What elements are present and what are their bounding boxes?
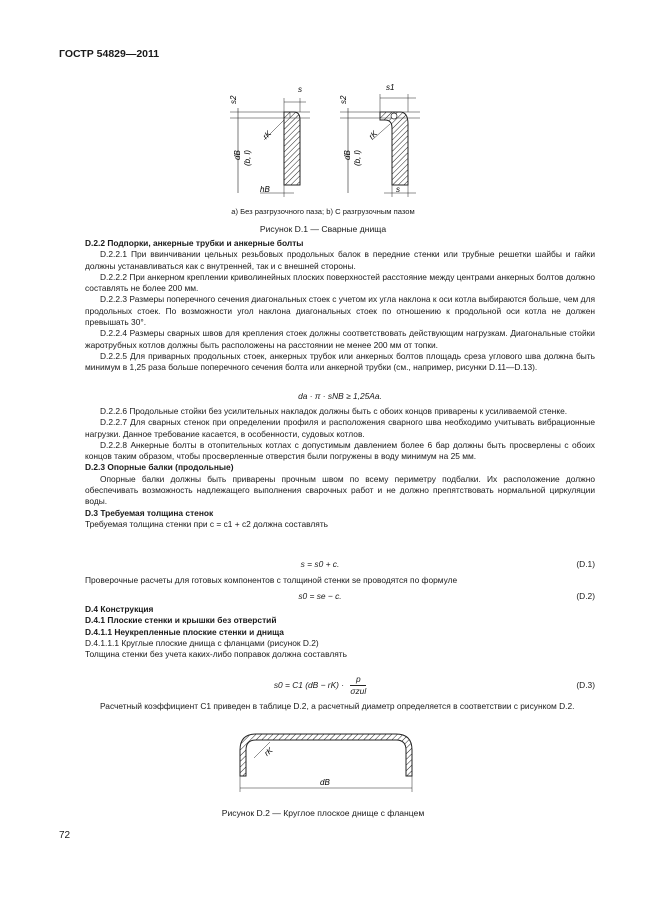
label-s2-a: s2 — [229, 95, 238, 104]
label-bl-a: (b, l) — [243, 150, 252, 166]
para-d228: D.2.2.8 Анкерные болты в отопительных котлах с допустимым давлением более 6 бар должны быть просверлены с обоих концов таким образом, чтобы просверленные отверстия были погружены в воду минимум на 25 мм. — [85, 439, 595, 462]
para-check: Проверочные расчеты для готовых компонентов с толщиной стенки se проводятся по формуле — [85, 575, 458, 585]
para-thickness: Толщина стенки без учета каких-либо поправок должна составлять — [85, 649, 347, 660]
equation-d3-fraction — [350, 674, 366, 698]
figure-d1-a — [229, 85, 310, 197]
para-d221: D.2.2.1 При ввинчивании цельных резьбовых продольных балок в передние стенки или трубные решетки шайбы и гайки должны устанавливаться как с внутренней, так и с внешней стороны. — [85, 249, 595, 271]
formula-weld: da · π · sNB ≥ 1,25Aa. — [298, 391, 382, 401]
label-s1-b: s1 — [386, 83, 395, 92]
equation-d1 — [85, 559, 595, 570]
figure-d1-subcaption: а) Без разгрузочного паза; b) С разгрузочным пазом — [231, 207, 415, 216]
heading-d4: D.4 Конструкция — [85, 604, 154, 614]
para-d227: D.2.2.7 Для сварных стенок при определении профиля и расположения сварного шва необходимо учитывать вибрационные нагрузки. Данное требование касается, в особенности, судовых котлов. — [85, 417, 595, 439]
figure-d1-caption: Рисунок D.1 — Сварные днища — [259, 224, 387, 234]
label-s-a: s — [298, 85, 302, 94]
label-s-b: s — [396, 185, 400, 194]
label-rk-b: rK — [367, 129, 380, 142]
para-d224: D.2.2.4 Размеры сварных швов для крепления стоек должны соответствовать действующим нагрузкам. Диагональные стойки жаротрубных котлов должны быть расположены на расстоянии не менее 200 мм от топки. — [85, 328, 595, 350]
equation-d2-text: s0 = se − c. — [298, 591, 342, 601]
label-s2-b: s2 — [339, 95, 348, 104]
figure-d2 — [228, 728, 424, 800]
heading-d41: D.4.1 Плоские стенки и крышки без отверстий — [85, 615, 277, 626]
para-d225: D.2.2.5 Для приварных продольных стоек, анкерных трубок или анкерных болтов площадь среза углового шва должна быть минимум в 1,25 раза больше поперечного сечения болта или анкерной трубки (см., например, рисунки D.11—D.13). — [85, 350, 595, 373]
label-hb-a: hB — [260, 185, 270, 194]
heading-d23: D.2.3 Опорные балки (продольные) — [85, 462, 234, 473]
document-header: ГОСТР 54829—2011 — [59, 48, 160, 60]
equation-d3-number: (D.3) — [576, 680, 595, 691]
label-rk-fig2: rK — [262, 745, 275, 758]
para-d4111: D.4.1.1.1 Круглые плоские днища с фланцами (рисунок D.2) — [85, 637, 319, 648]
equation-d2-number: (D.2) — [576, 591, 595, 601]
label-rk-a: rK — [261, 129, 274, 142]
label-db-b: dB — [343, 150, 352, 160]
equation-d3-numerator: p — [350, 674, 366, 686]
text-block-3 — [85, 604, 595, 660]
para-d3: Требуемая толщина стенки при c = c1 + c2 должна составлять — [85, 518, 329, 529]
equation-d3 — [85, 674, 595, 698]
text-block-1 — [85, 238, 595, 374]
label-db-fig2: dB — [320, 778, 330, 787]
page-number: 72 — [59, 830, 71, 841]
equation-d1-number: (D.1) — [576, 559, 595, 569]
label-bl-b: (b, l) — [353, 150, 362, 166]
para-c1: Расчетный коэффициент C1 приведен в таблице D.2, а расчетный диаметр определяется в соответствии с рисунком D.2. — [100, 701, 575, 711]
figure-d1-b — [339, 83, 420, 197]
heading-d22: D.2.2 Подпорки, анкерные трубки и анкерные болты — [85, 238, 304, 248]
para-d222: D.2.2.2 При анкерном креплении криволинейных плоских поверхностей расстояние между центрами анкерных болтов должно составлять не более 200 мм. — [85, 271, 595, 294]
para-d226: D.2.2.6 Продольные стойки без усилительных накладок должны быть с обоих концов приварены к усиливаемой стенке. — [100, 406, 568, 416]
equation-d3-lhs: s0 = C1 (dB − rK) · — [273, 680, 345, 691]
heading-d3: D.3 Требуемая толщина стенок — [85, 507, 214, 518]
equation-d1-text: s = s0 + c. — [300, 559, 340, 569]
equation-d3-text — [85, 674, 555, 698]
heading-d411: D.4.1.1 Неукрепленные плоские стенки и днища — [85, 626, 284, 637]
equation-d3-denominator: σzul — [350, 686, 367, 697]
para-d23: Опорные балки должны быть приварены прочным швом по всему периметру подбалки. Их расположение должно обеспечивать возможность надлежащего выполнения сварочных работ и не должно препятствовать нормальной циркуляции воды. — [85, 473, 595, 507]
text-block-4 — [85, 701, 595, 712]
para-d223: D.2.2.3 Размеры поперечного сечения диагональных стоек с учетом их угла наклона к оси котла выбираются больше, чем для продольных стоек. По возможности угол наклона диагональных стоек по отношению к продольной оси котла не должен превышать 30°. — [85, 294, 595, 328]
figure-d2-caption: Рисунок D.2 — Круглое плоское днище с фланцем — [221, 808, 425, 818]
label-db-a: dB — [233, 150, 242, 160]
figure-d1 — [220, 80, 440, 205]
text-block-2 — [85, 406, 595, 530]
equation-d2 — [85, 591, 595, 602]
